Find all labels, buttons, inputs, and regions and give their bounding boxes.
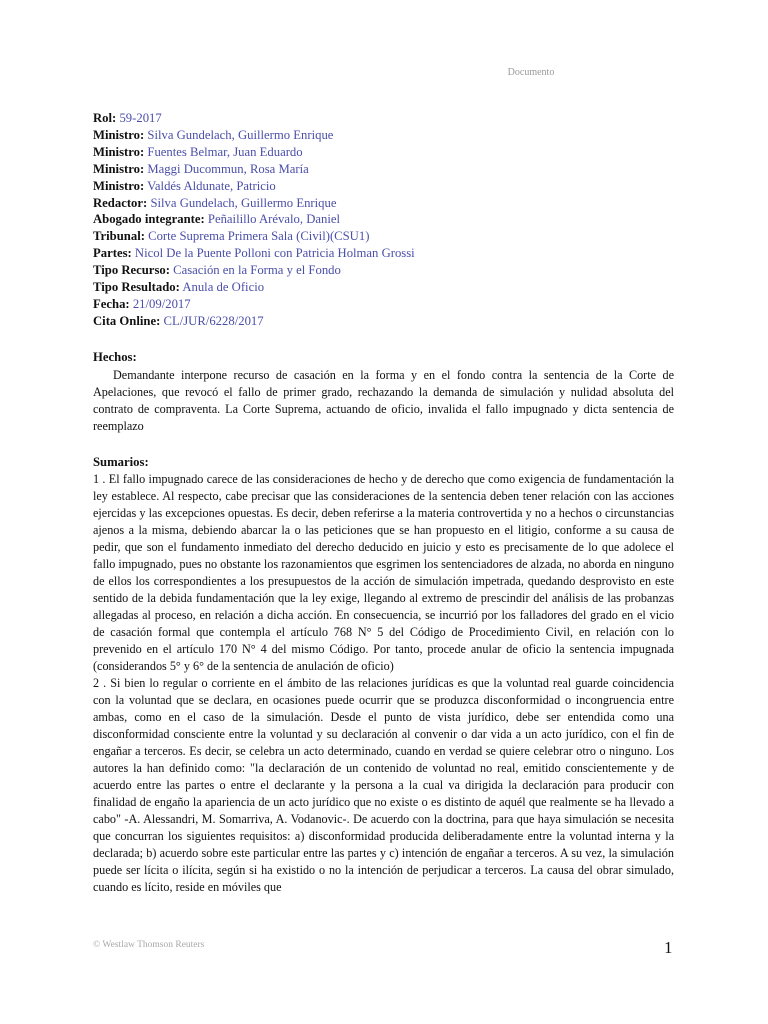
meta-row-abogado bbox=[93, 211, 674, 228]
meta-key: Tipo Resultado: bbox=[93, 280, 180, 295]
meta-key: Rol: bbox=[93, 111, 117, 125]
meta-row-ministro bbox=[93, 161, 674, 178]
meta-key: Abogado integrante: bbox=[93, 212, 205, 227]
meta-value-link[interactable]: CL/JUR/6228/2017 bbox=[163, 313, 264, 328]
document-header-label: Documento bbox=[507, 67, 555, 78]
meta-value-link[interactable]: Silva Gundelach, Guillermo Enrique bbox=[147, 127, 334, 142]
meta-row-ministro bbox=[93, 178, 674, 195]
page-number: 1 bbox=[664, 938, 673, 957]
meta-value-link[interactable]: Corte Suprema Primera Sala (Civil)(CSU1) bbox=[148, 229, 370, 244]
hechos-paragraph: Demandante interpone recurso de casación en la forma y en el fondo contra la sentencia de la Corte de Apelaciones, que revocó el fallo de primer grado, rechazando la demanda de simulación y nulidad absoluta del contrato de compraventa. La Corte Suprema, actuando de oficio, invalida el fallo impugnado y dicta sentencia de reemplazo bbox=[93, 367, 674, 433]
footer-copyright: © Westlaw Thomson Reuters bbox=[93, 940, 205, 950]
meta-row-partes bbox=[93, 245, 674, 262]
meta-value-link[interactable]: Maggi Ducommun, Rosa María bbox=[147, 161, 309, 176]
meta-value-link[interactable]: Valdés Aldunate, Patricio bbox=[147, 178, 276, 193]
meta-value-link[interactable]: Anula de Oficio bbox=[182, 280, 265, 295]
meta-value-link[interactable]: Silva Gundelach, Guillermo Enrique bbox=[150, 195, 337, 210]
meta-value-link[interactable]: Peñailillo Arévalo, Daniel bbox=[207, 212, 341, 227]
meta-key: Ministro: bbox=[93, 127, 145, 142]
meta-row-fecha bbox=[93, 296, 674, 313]
meta-row-ministro bbox=[93, 144, 674, 161]
document-page bbox=[93, 110, 674, 896]
meta-row-tipo-recurso bbox=[93, 262, 674, 279]
meta-row-tipo-resultado bbox=[93, 279, 674, 296]
sumarios-heading: Sumarios: bbox=[93, 454, 149, 469]
metadata-block bbox=[93, 110, 674, 330]
hechos-heading: Hechos: bbox=[93, 349, 137, 364]
meta-value-link[interactable]: 21/09/2017 bbox=[132, 296, 191, 311]
meta-value-link[interactable]: Fuentes Belmar, Juan Eduardo bbox=[147, 144, 303, 159]
meta-key: Tipo Recurso: bbox=[93, 263, 170, 278]
sumario-item: 1 . El fallo impugnado carece de las consideraciones de hecho y de derecho que como exigencia de fundamentación la ley establece. Al respecto, cabe precisar que las consideraciones de la sentencia deben tener relación con las acciones ejercidas y las excepciones opuestas. Es decir, deben referirse a la materia controvertida y no a hechos o circunstancias ajenos a la misma, debiendo abarcar la o las peticiones que se han propuesto en el litigio, conforme a su causa de pedir, que son el fundamento inmediato del derecho deducido en juicio y esto es precisamente de lo que adolece el fallo impugnado, pues no obstante los razonamientos que esgrimen los sentenciadores de alzada, no aborda en ninguno de ellos los correspondientes a los presupuestos de la acción de simulación impetrada, quedando desprovisto en este sentido de la debida fundamentación que la ley exige, llegando al extremo de prescindir del análisis de las probanzas allegadas al proceso, en relación a dicha acción. En consecuencia, se incurrió por los falladores del grado en el vicio de casación formal que contempla el artículo 768 N° 5 del Código de Procedimiento Civil, en relación con lo prevenido en el artículo 170 N° 4 del mismo Código. Por tanto, procede anular de oficio la sentencia impugnada (considerandos 5° y 6° de la sentencia de anulación de oficio) bbox=[93, 471, 674, 673]
meta-value-link[interactable]: Casación en la Forma y el Fondo bbox=[173, 263, 341, 278]
meta-key: Cita Online: bbox=[93, 313, 161, 328]
sumario-item: 2 . Si bien lo regular o corriente en el ámbito de las relaciones jurídicas es que la voluntad real guarde coincidencia con la voluntad que se declara, en ocasiones puede ocurrir que se produzca disconformidad o incongruencia entre ambas, como en el caso de la simulación. Desde el punto de vista jurídico, debe ser entendida como una disconformidad consciente entre la voluntad y su declaración al convenir o dar vida a un acto jurídico, con el fin de engañar a terceros. Es decir, se celebra un acto determinado, cuando en verdad se quiere celebrar otro o ninguno. Los autores la han definido como: "la declaración de un contenido de voluntad no real, emitido conscientemente y de acuerdo entre las partes o entre el declarante y la persona a la cual va dirigida la declaración para producir con finalidad de engaño la apariencia de un acto jurídico que no existe o es distinto de aquél que realmente se ha llevado a cabo" -A. Alessandri, M. Somarriva, A. Vodanovic-. De acuerdo con la doctrina, para que haya simulación se necesita que concurran los siguientes requisitos: a) disconformidad producida deliberadamente entre la voluntad interna y la declarada; b) acuerdo sobre este particular entre las partes y c) intención de engañar a terceros. A su vez, la simulación puede ser lícita o ilícita, según si ha existido o no la intención de perjudicar a terceros. La causa del obrar simulado, cuando es lícito, reside en móviles que bbox=[93, 675, 674, 894]
meta-key: Redactor: bbox=[93, 195, 148, 210]
meta-key: Ministro: bbox=[93, 144, 145, 159]
meta-value-link[interactable]: 59-2017 bbox=[119, 111, 162, 125]
meta-key: Fecha: bbox=[93, 296, 130, 311]
meta-key: Tribunal: bbox=[93, 229, 145, 244]
meta-key: Ministro: bbox=[93, 178, 145, 193]
meta-row-tribunal bbox=[93, 228, 674, 245]
meta-row-cita-online bbox=[93, 313, 674, 330]
meta-row-redactor bbox=[93, 195, 674, 212]
meta-row-ministro bbox=[93, 127, 674, 144]
meta-value-link[interactable]: Nicol De la Puente Polloni con Patricia Holman Grossi bbox=[134, 246, 415, 261]
meta-key: Partes: bbox=[93, 246, 132, 261]
meta-key: Ministro: bbox=[93, 161, 145, 176]
meta-row-rol bbox=[93, 110, 674, 127]
